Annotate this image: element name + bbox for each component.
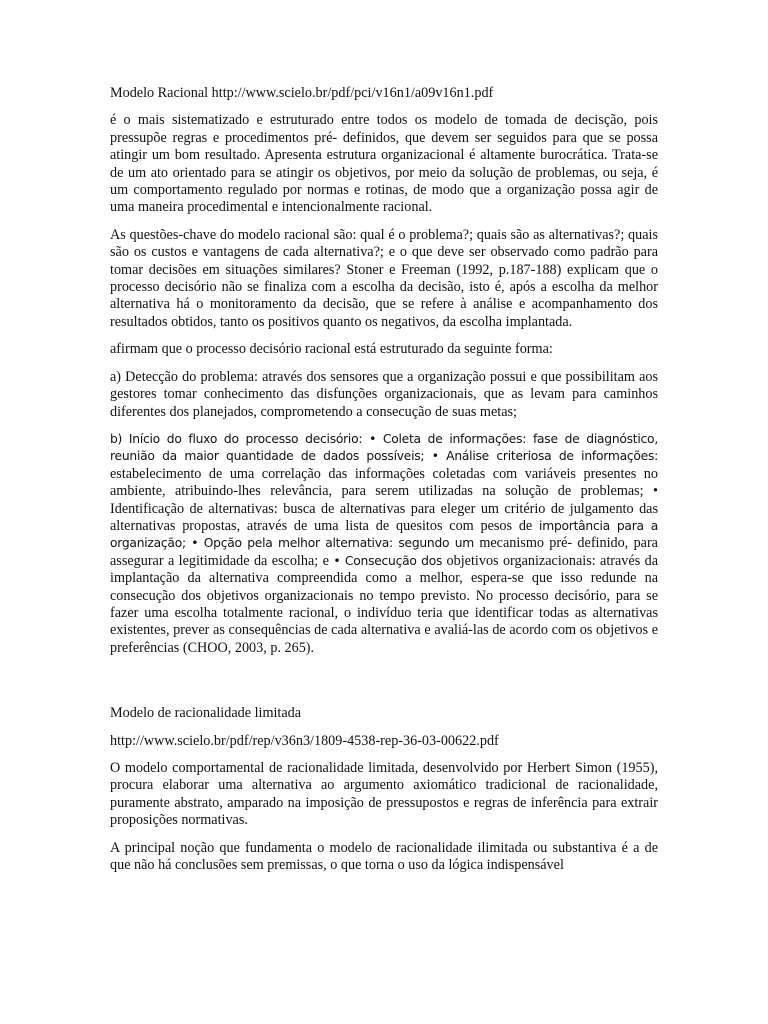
paragraph-item-a: a) Detecção do problema: através dos sensores que a organização possui e que possibilitam aos gestores tomar conhecimento das disfunções organizacionais, que as levam para caminhos diferentes dos planejados, comprometendo a consecução de suas metas;	[110, 368, 658, 420]
paragraph: afirmam que o processo decisório racional está estruturado da seguinte forma:	[110, 341, 553, 358]
text-run: b) Início do fluxo do processo decisório: • Coleta de informações: fase de diagnóstico, reunião da maior quantidade de dados possíveis; • Análise criteriosa de informações:	[110, 431, 658, 464]
section-heading-modelo-racional: Modelo Racional http://www.scielo.br/pdf/pci/v16n1/a09v16n1.pdf	[110, 85, 494, 101]
paragraph: é o mais sistematizado e estruturado entre todos os modelo de tomada de decisção, pois pressupõe regras e procedimentos pré- definidos, que devem ser seguidos para que se possa atingir um bom resultado. Apresenta estrutura organizacional é altamente burocrática. Trata-se de um ato orientado para se atingir os objetivos, por meio da solução de problemas, ou seja, é um comportamento regulado por normas e rotinas, de modo que a organização possa agir de uma maneira procedimental e intencionalmente racional.	[110, 112, 658, 216]
text-run: • Consecução dos	[328, 553, 443, 568]
section-heading-racionalidade-limitada: Modelo de racionalidade limitada	[110, 705, 302, 722]
paragraph: A principal noção que fundamenta o modelo de racionalidade ilimitada ou substantiva é a de que não há conclusões sem premissas, o que torna o uso da lógica indispensável	[110, 839, 658, 874]
text-run: objetivos organizacionais: através da implantação da alternativa compreendida como a melhor, espera-se que isso redunde na consecução dos objetivos organizacionais no tempo previsto. No processo decisório, para se fazer uma escolha totalmente racional, o indivíduo teria que identificar todas as alternativas existentes, prever as consequências de cada alternativa e avaliá-las de acordo com os objetivos e preferências (CHOO, 2003, p. 265).	[110, 552, 659, 656]
text-run: importância para a organização; • Opção pela melhor alternativa: segundo um	[110, 518, 658, 551]
text-run: estabelecimento de uma correlação das informações coletadas com variáveis presentes no ambiente, atribuindo-lhes relevância, para serem utilizadas na solução de problemas; • Identificação de alternativas: busca de alternativas para eleger um critério de julgamento das alternativas propostas, através de uma lista de quesitos com pesos de	[110, 465, 658, 534]
document-page	[110, 85, 658, 884]
paragraph: O modelo comportamental de racionalidade limitada, desenvolvido por Herbert Simon (1955), procura elaborar uma alternativa ao argumento axiomático tradicional de racionalidade, puramente abstrato, amparado na imposição de pressupostos e regras de inferência para extrair proposições normativas.	[110, 760, 658, 829]
source-link: http://www.scielo.br/pdf/rep/v36n3/1809-4538-rep-36-03-00622.pdf	[110, 732, 499, 749]
text-run: mecanismo pré- definido, para assegurar a legitimidade da escolha; e	[110, 535, 658, 569]
paragraph: As questões-chave do modelo racional são: qual é o problema?; quais são as alternativas?; quais são os custos e vantagens de cada alternativa?; e o que deve ser observado como padrão para tomar decisões em situações similares? Stoner e Freeman (1992, p.187-188) explicam que o processo decisório não se finaliza com a escolha da decisão, isto é, após a escolha da melhor alternativa há o monitoramento da decisão, que se refere à análise e acompanhamento dos resultados obtidos, tanto os positivos quanto os negativos, da escolha implantada.	[110, 226, 658, 330]
spacer	[110, 667, 658, 705]
paragraph-item-b	[110, 431, 658, 657]
